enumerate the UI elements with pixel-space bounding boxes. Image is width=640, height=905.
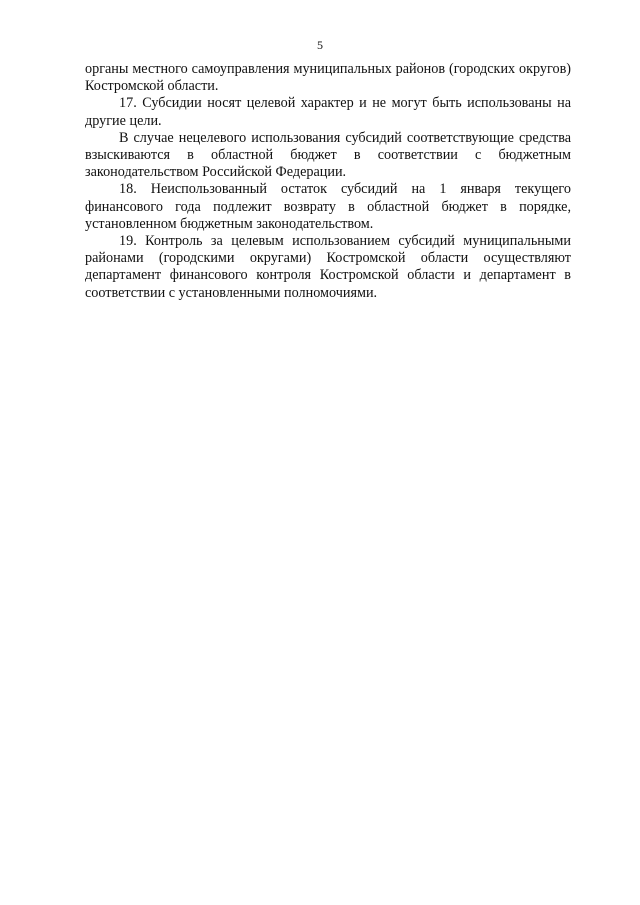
document-body [85, 61, 571, 302]
paragraph-continuation: органы местного самоуправления муниципальных районов (городских округов) Костромской области. [85, 61, 571, 95]
paragraph-item-18: 18. Неиспользованный остаток субсидий на 1 января текущего финансового года подлежит возврату в областной бюджет в порядке, установленном бюджетным законодательством. [85, 181, 571, 232]
paragraph-item-17: 17. Субсидии носят целевой характер и не могут быть использованы на другие цели. [85, 95, 571, 129]
paragraph-misuse: В случае нецелевого использования субсидий соответствующие средства взыскиваются в областной бюджет в соответствии с бюджетным законодательством Российской Федерации. [85, 129, 571, 181]
paragraph-item-19: 19. Контроль за целевым использованием субсидий муниципальными районами (городскими округами) Костромской области осуществляют департамент финансового контроля Костромской области и департамент в соответствии с установленными полномочиями. [85, 233, 571, 301]
page-number: 5 [317, 38, 323, 52]
